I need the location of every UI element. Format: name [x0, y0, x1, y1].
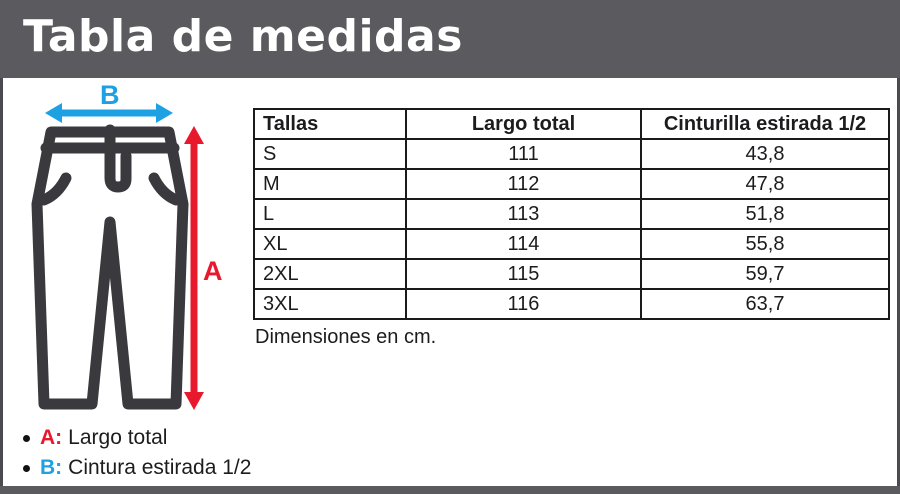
label-b: B: [100, 82, 120, 110]
header-bar: [0, 0, 900, 78]
size-table-header: [254, 109, 889, 139]
cell-cinturilla: 43,8: [641, 139, 889, 169]
cell-talla: 3XL: [254, 289, 406, 319]
units-note: Dimensiones en cm.: [255, 326, 437, 348]
cell-cinturilla: 63,7: [641, 289, 889, 319]
pants-diagram-svg: [16, 82, 228, 432]
table-row: [254, 139, 889, 169]
legend-item-b: [20, 453, 251, 483]
table-row: [254, 169, 889, 199]
cell-largo: 114: [406, 229, 641, 259]
cell-largo: 116: [406, 289, 641, 319]
cell-talla: XL: [254, 229, 406, 259]
cell-largo: 113: [406, 199, 641, 229]
page-title: Tabla de medidas: [23, 11, 463, 62]
col-header-tallas: Tallas: [254, 109, 406, 139]
legend-text-b: Cintura estirada 1/2: [68, 456, 252, 479]
table-row: [254, 259, 889, 289]
header-row: [254, 109, 889, 139]
legend-item-a: [20, 423, 251, 453]
cell-talla: M: [254, 169, 406, 199]
cell-cinturilla: 47,8: [641, 169, 889, 199]
length-arrow-a: [184, 126, 223, 410]
cell-talla: 2XL: [254, 259, 406, 289]
legend-key-b: B:: [40, 456, 63, 479]
left-border: [0, 78, 3, 486]
footer-bar: [0, 486, 900, 494]
col-header-cinturilla: Cinturilla estirada 1/2: [641, 109, 889, 139]
cell-cinturilla: 55,8: [641, 229, 889, 259]
legend-key-a: A:: [40, 426, 63, 449]
col-header-largo-total: Largo total: [406, 109, 641, 139]
size-table: [253, 108, 890, 320]
cell-largo: 115: [406, 259, 641, 289]
size-table-body: [254, 139, 889, 319]
cell-talla: L: [254, 199, 406, 229]
cell-largo: 112: [406, 169, 641, 199]
bullet-icon: [23, 465, 30, 472]
pants-diagram: [16, 82, 228, 432]
waist-arrow-b: [45, 82, 173, 123]
table-row: [254, 199, 889, 229]
bullet-icon: [23, 435, 30, 442]
cell-cinturilla: 59,7: [641, 259, 889, 289]
pants-icon: [37, 130, 183, 404]
cell-talla: S: [254, 139, 406, 169]
cell-cinturilla: 51,8: [641, 199, 889, 229]
legend: [20, 423, 251, 483]
legend-text-a: Largo total: [68, 426, 168, 449]
table-row: [254, 229, 889, 259]
label-a: A: [203, 256, 223, 286]
cell-largo: 111: [406, 139, 641, 169]
table-row: [254, 289, 889, 319]
